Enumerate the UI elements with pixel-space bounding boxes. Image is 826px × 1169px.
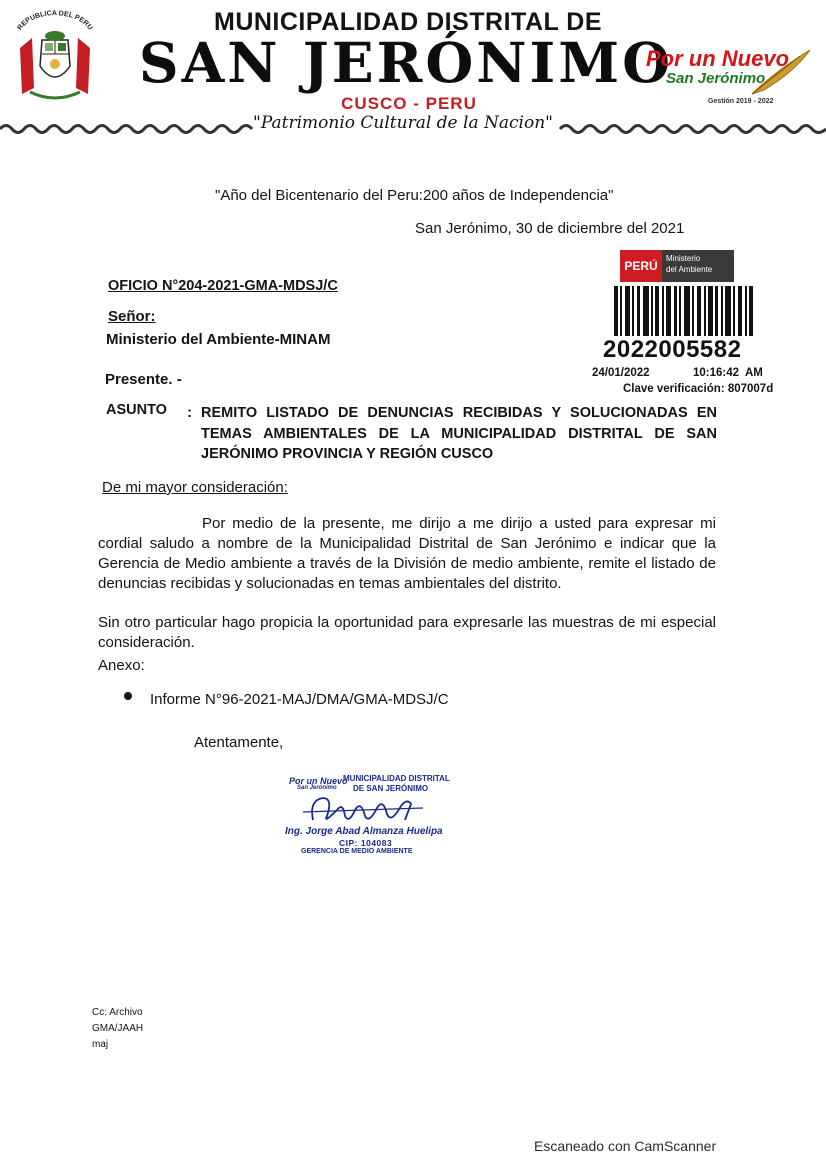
signer-office: GERENCIA DE MEDIO AMBIENTE xyxy=(301,848,413,855)
signer-cip: CIP: 104083 xyxy=(339,838,393,848)
scanner-watermark: Escaneado con CamScanner xyxy=(534,1138,717,1154)
ministry-name: Ministerio del Ambiente xyxy=(666,254,713,274)
recipient: Ministerio del Ambiente-MINAM xyxy=(106,331,331,348)
signature-stamp xyxy=(283,770,453,862)
bullet-icon xyxy=(124,692,132,700)
registration-number: 2022005582 xyxy=(603,336,742,363)
stamp-municipality: MUNICIPALIDAD DISTRITAL xyxy=(343,774,450,783)
body-paragraph-1: Por medio de la presente, me dirijo a me dirijo a usted para expresar mi cordial saludo a nombre de la Municipalidad Distrital de San Jerónimo e indicar que la Gerencia de Medio ambiente a través de la División de medio ambiente, remite el listado de denuncias recibidas y solucionadas en temas ambientales del distrito. xyxy=(98,515,716,592)
registration-time: 10:16:42 AM xyxy=(693,367,763,379)
cc-list: Cc: Archivo GMA/JAAH maj xyxy=(92,1007,144,1050)
stamp-logo-line-1: Por un Nuevo xyxy=(289,776,348,786)
campaign-logo xyxy=(644,42,816,112)
annex-item: Informe N°96-2021-MAJ/DMA/GMA-MDSJ/C xyxy=(150,691,449,708)
stamp-logo-line-2: San Jerónimo xyxy=(297,785,337,791)
greeting: De mi mayor consideración: xyxy=(102,479,288,496)
brand-line-3: Gestión 2019 - 2022 xyxy=(708,98,774,105)
header-divider xyxy=(0,120,826,138)
oficio-number: OFICIO N°204-2021-GMA-MDSJ/C xyxy=(108,278,338,294)
year-title: "Año del Bicentenario del Peru:200 años de Independencia" xyxy=(215,187,614,204)
presente-line: Presente. - xyxy=(105,371,182,388)
signer-name: Ing. Jorge Abad Almanza Huelipa xyxy=(285,826,443,837)
asunto-colon: : xyxy=(187,404,192,421)
barcode-icon xyxy=(614,286,754,336)
verification-key: Clave verificación: 807007d xyxy=(623,383,774,395)
country-tag: PERÚ xyxy=(620,250,662,282)
motto: "Patrimonio Cultural de la Nacion" xyxy=(253,113,553,133)
body-paragraph-2: Sin otro particular hago propicia la oportunidad para expresarle las muestras de mi especial consideración. xyxy=(98,614,716,651)
feather-quill-icon xyxy=(744,42,814,102)
asunto-label: ASUNTO xyxy=(106,402,167,418)
registration-date: 24/01/2022 xyxy=(592,367,650,379)
annex-label: Anexo: xyxy=(98,657,145,674)
district-name: SAN JERÓNIMO xyxy=(138,30,674,95)
municipality-title: MUNICIPALIDAD DISTRITAL DE xyxy=(214,8,602,36)
brand-line-2: San Jerónimo xyxy=(666,70,766,87)
svg-text:REPUBLICA DEL PERU: REPUBLICA DEL PERU xyxy=(16,10,94,32)
asunto-text: REMITO LISTADO DE DENUNCIAS RECIBIDAS Y SOLUCIONADAS EN TEMAS AMBIENTALES DE LA MUNICIPALIDAD DISTRITAL DE SAN JERÓNIMO PROVINCIA Y REGIÓN CUSCO xyxy=(201,405,717,462)
location-subtitle: CUSCO - PERU xyxy=(341,94,477,113)
stamp-municipality-2: DE SAN JERÓNIMO xyxy=(353,784,429,793)
brand-line-1: Por un Nuevo xyxy=(646,46,790,71)
ministry-badge xyxy=(620,250,734,282)
closing: Atentamente, xyxy=(194,734,284,751)
place-date: San Jerónimo, 30 de diciembre del 2021 xyxy=(415,220,685,237)
handwritten-signature-icon xyxy=(283,790,453,830)
salutation: Señor: xyxy=(108,308,156,325)
